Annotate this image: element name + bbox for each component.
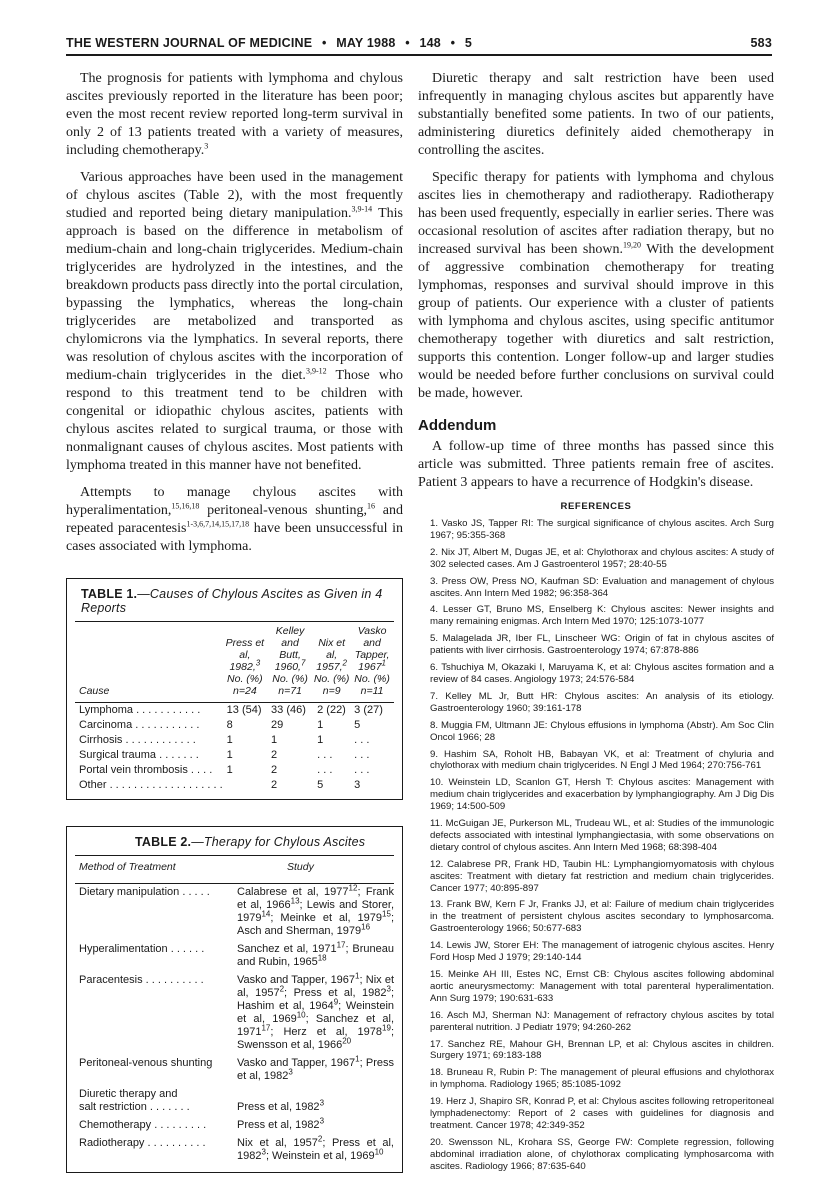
paragraph: The prognosis for patients with lymphoma and chylous ascites previously reported in the literature has been poor; even the most recent review reported long-term survival in only 2 of 13 patients treated with a variety of measures, including chemotherapy.$^3$	[66, 71, 403, 158]
paragraph: Attempts to manage chylous ascites with hyperalimentation,$^{15,16,18}$ peritoneal-venous shunting,$^{16}$ and repeated paracentesis$^{1-3,6,7,14,15,17,18}$ have been unsuccessful in cases associated with lymphoma.	[66, 485, 403, 554]
table-row: Surgical trauma . . . . . . . 1 2 . . . . . .	[79, 749, 370, 761]
study-cell: Press et al, 1982$^3$	[237, 1116, 325, 1131]
references-list	[418, 518, 774, 1173]
running-header	[66, 34, 772, 52]
col-header-press: Press et al, 1982,$^3$ No. (%) n=24	[225, 637, 265, 697]
header-bullet: •	[405, 36, 410, 50]
reference-item: 13. Frank BW, Kern F Jr, Franks JJ, et al: Failure of medium chain triglycerides in the treatment of persistent chylous ascites secondary to lymphosarcoma. Gastroenterology 1966; 50:677-683	[430, 899, 774, 935]
col-header-kelley: Kelley and Butt, 1960,$^7$ No. (%) n=71	[272, 625, 308, 697]
study-cell: Calabrese et al, 1977$^{12}$; Frank et al, 1966$^{13}$; Lewis and Storer, 1979$^{14}$; Meinke et al, 1979$^{15}$; Asch and Sherman, 1979$^{16}$	[237, 883, 395, 937]
table-1-grid	[75, 622, 394, 793]
table-1	[66, 578, 403, 800]
paragraph: Specific therapy for patients with lymphoma and chylous ascites lies in chemotherapy and radiotherapy. Radiotherapy has been used frequently, especially in earlier series. There was occasional resolution of ascites after radiation therapy, but no increased survival has been shown.$^{19,20}$ With the development of aggressive combination chemotherapy for treating lymphomas, responses and survival should improve in this group of patients. Our experience with a cluster of patients with lymphoma and chylous ascites, using specific antitumor chemotherapy together with diuretics and salt restriction, supports this contention. Longer follow-up and larger studies would be needed before further conclusions on survival could be made, however.	[418, 170, 775, 401]
table-row: Carcinoma . . . . . . . . . . . 8 29 1 5	[79, 719, 361, 731]
reference-item: 19. Herz J, Shapiro SR, Konrad P, et al: Chylous ascites following retroperitoneal lymphadenectomy: Report of 2 cases with guidelines for diagnosis and treatment. Cancer 1978; 42:349-352	[430, 1096, 774, 1131]
reference-item: 17. Sanchez RE, Mahour GH, Brennan LP, et al: Chylous ascites in children. Surgery 1971; 69:183-188	[430, 1038, 774, 1062]
col-header-method: Method of Treatment	[79, 861, 176, 873]
table-1-title: TABLE 1.—Causes of Chylous Ascites as Given in 4 Reports	[81, 587, 383, 615]
table-row: Diuretic therapy and salt restriction . . . . . . . Press et al, 1982$^3$	[75, 1086, 394, 1117]
study-cell: Sanchez et al, 1971$^{17}$; Bruneau and Rubin, 1965$^{18}$	[237, 940, 394, 968]
paragraph: Various approaches have been used in the management of chylous ascites (Table 2), with the most frequently studied and reported being dietary manipulation.$^{3,9-14}$ This approach is based on the difference in metabolism of medium-chain and long-chain triglycerides. Medium-chain triglycerides are hydrolyzed in the intestines, and the breakdown products pass directly into the portal circulation, bypassing the lymphatics, whereas the long-chain triglycerides are metabolized and transported as chylomicrons via the lymphatics. In several reports, there was resolution of chylous ascites with the incorporation of medium-chain triglycerides in the diet.$^{3,9-12}$ Those who respond to this treatment tend to be children with congenital or idiopathic chylous ascites, patients with chylous ascites related to surgical trauma, or those with nonmalignant causes of chylous ascites. Most patients with lymphoma treated in this manner have not benefited.	[66, 170, 403, 473]
left-column	[66, 70, 403, 1173]
col-header-nix: Nix et al, 1957,$^2$ No. (%) n=9	[313, 637, 350, 697]
right-column	[418, 70, 774, 1178]
reference-item: 16. Asch MJ, Sherman NJ: Management of refractory chylous ascites by total parenteral nutrition. J Pediatr 1979; 94:260-262	[430, 1009, 774, 1033]
addendum-paragraph: A follow-up time of three months has passed since this article was submitted. Three patients remain free of ascites. Patient 3 appears to have a recurrence of Hodgkin's disease.	[418, 439, 774, 490]
reference-item: 18. Bruneau R, Rubin P: The management of pleural effusions and chylothorax in lymphoma. Radiology 1965; 85:1085-1092	[430, 1067, 774, 1091]
study-cell: Nix et al, 1957$^2$; Press et al, 1982$^3$; Weinstein et al, 1969$^{10}$	[237, 1134, 394, 1162]
addendum-heading: Addendum	[418, 417, 497, 434]
reference-item: 12. Calabrese PR, Frank HD, Taubin HL: Lymphangiomyomatosis with chylous ascites: Treatment with dietary fat restriction and medium chain triglycerides. Cancer 1977; 40:895-897	[430, 858, 774, 894]
reference-item: 4. Lesser GT, Bruno MS, Enselberg K: Chylous ascites: Newer insights and many remaining enigmas. Arch Intern Med 1970; 125:1073-1077	[430, 604, 774, 628]
issue-date: MAY 1988	[336, 36, 396, 50]
reference-item: 10. Weinstein LD, Scanlon GT, Hersh T: Chylous ascites: Management with medium chain triglycerides and exacerbation by lymphangiography. Am J Dig Dis 1969; 14:500-509	[430, 777, 774, 813]
table-row: Portal vein thrombosis . . . . 1 2 . . . . . .	[79, 764, 370, 776]
page-number: 583	[750, 36, 772, 50]
header-bullet: •	[321, 36, 327, 50]
reference-item: 20. Swensson NL, Krohara SS, George FW: Complete regression, following abdominal irradiation alone, of chylothorax complicating lymphosarcoma with ascites. Radiology 1966; 87:635-640	[430, 1136, 774, 1172]
col-header-vasko: Vasko and Tapper, 1967$^1$ No. (%) n=11	[354, 625, 390, 697]
table-row: Peritoneal-venous shunting Vasko and Tapper, 1967$^1$; Press et al, 1982$^3$	[75, 1055, 394, 1086]
col-header-study: Study	[287, 861, 314, 873]
reference-item: 11. McGuigan JE, Purkerson ML, Trudeau WL, et al: Studies of the immunologic defects associated with intestinal lymphangiectasia, with some observations on dietary control of chylous ascites. Ann Intern Med 1968; 68:398-404	[430, 818, 774, 853]
issue-number: 5	[464, 36, 473, 50]
reference-item: 5. Malagelada JR, Iber FL, Linscheer WG: Origin of fat in chylous ascites of patients with liver cirrhosis. Gastroenterology 1974; 67:878-886	[430, 633, 774, 657]
header-rule	[66, 54, 772, 56]
reference-item: 14. Lewis JW, Storer EH: The management of iatrogenic chylous ascites. Henry Ford Hosp Med J 1979; 29:140-144	[430, 940, 774, 964]
study-cell: Vasko and Tapper, 1967$^1$; Press et al, 1982$^3$	[237, 1054, 394, 1082]
reference-item: 9. Hashim SA, Roholt HB, Babayan VK, et al: Treatment of chyluria and chylothorax with medium chain triglycerides. N Engl J Med 1964; 270:756-761	[430, 748, 774, 772]
journal-header	[66, 36, 472, 50]
table-2-title: TABLE 2.—Therapy for Chylous Ascites	[135, 835, 366, 849]
table-row: Hyperalimentation . . . . . . Sanchez et al, 1971$^{17}$; Bruneau and Rubin, 1965$^{18}$	[75, 941, 394, 972]
reference-item: 1. Vasko JS, Tapper RI: The surgical significance of chylous ascites. Arch Surg 1967; 95:355-368	[430, 518, 774, 541]
table-row: Lymphoma . . . . . . . . . . . 13 (54) 33 (46) 2 (22) 3 (27)	[79, 704, 383, 716]
journal-title: THE WESTERN JOURNAL OF MEDICINE	[66, 36, 313, 50]
study-cell: Vasko and Tapper, 1967$^1$; Nix et al, 1957$^2$; Press et al, 1982$^3$; Hashim et al, 1964$^9$; Weinstein et al, 1969$^{10}$; Sanchez et al, 1971$^{17}$; Herz et al, 1978$^{19}$; Swensson et al, 1966$^{20}$	[237, 971, 395, 1051]
table-1-header-row	[75, 622, 394, 700]
header-bullet: •	[450, 36, 456, 50]
paragraph: Diuretic therapy and salt restriction have been used infrequently in managing chylous ascites but apparently have substantially benefited some patients. In two of our patients, administering diuretics definitely aided chemotherapy in controlling the ascites.	[418, 71, 774, 158]
references-heading: REFERENCES	[560, 501, 632, 512]
table-row: Cirrhosis . . . . . . . . . . . . 1 1 1 . . .	[79, 734, 370, 746]
reference-item: 6. Tshuchiya M, Okazaki I, Maruyama K, et al: Chylous ascites formation and a review of 84 cases. Angiology 1973; 24:576-584	[430, 662, 774, 685]
table-row: Paracentesis . . . . . . . . . . Vasko and Tapper, 1967$^1$; Nix et al, 1957$^2$; Press et al, 1982$^3$; Hashim et al, 1964$^9$; Weinstein et al, 1969$^{10}$; Sanchez et al, 1971$^{17}$; Herz et al, 1978$^{19}$; Swensson et al, 1966$^{20}$	[75, 972, 394, 1055]
col-header-cause: Cause	[79, 685, 110, 697]
reference-item: 3. Press OW, Press NO, Kaufman SD: Evaluation and management of chylous ascites. Ann Intern Med 1982; 96:358-364	[430, 575, 774, 599]
reference-item: 2. Nix JT, Albert M, Dugas JE, et al: Chylothorax and chylous ascites: A study of 302 selected cases. Am J Gastroenterol 1957; 28:40-55	[430, 546, 774, 570]
table-row: Dietary manipulation . . . . . Calabrese et al, 1977$^{12}$; Frank et al, 1966$^{13}$; Lewis and Storer, 1979$^{14}$; Meinke et al, 1979$^{15}$; Asch and Sherman, 1979$^{16}$	[75, 884, 394, 942]
table-row: Other . . . . . . . . . . . . . . . . . . . 2 5 3	[79, 779, 361, 791]
table-row: Radiotherapy . . . . . . . . . . Nix et al, 1957$^2$; Press et al, 1982$^3$; Weinstein et al, 1969$^{10}$	[75, 1135, 394, 1166]
reference-item: 15. Meinke AH III, Estes NC, Ernst CB: Chylous ascites following abdominal aortic aneurysmectomy: Management with total parenteral hyperalimentation. Ann Surg 1979; 190:631-633	[430, 969, 774, 1004]
study-cell: Press et al, 1982$^3$	[237, 1098, 325, 1113]
reference-item: 7. Kelley ML Jr, Butt HR: Chylous ascites: An analysis of its etiology. Gastroenterology 1960; 39:161-178	[430, 690, 774, 714]
table-2-header-row	[75, 856, 394, 878]
volume-number: 148	[419, 36, 441, 50]
reference-item: 8. Muggia FM, Ultmann JE: Chylous effusions in lymphoma (Abstr). Am Soc Clin Oncol 1966; 28	[430, 719, 774, 743]
table-2-grid	[75, 856, 394, 1166]
table-row: Chemotherapy . . . . . . . . . Press et al, 1982$^3$	[75, 1117, 394, 1135]
